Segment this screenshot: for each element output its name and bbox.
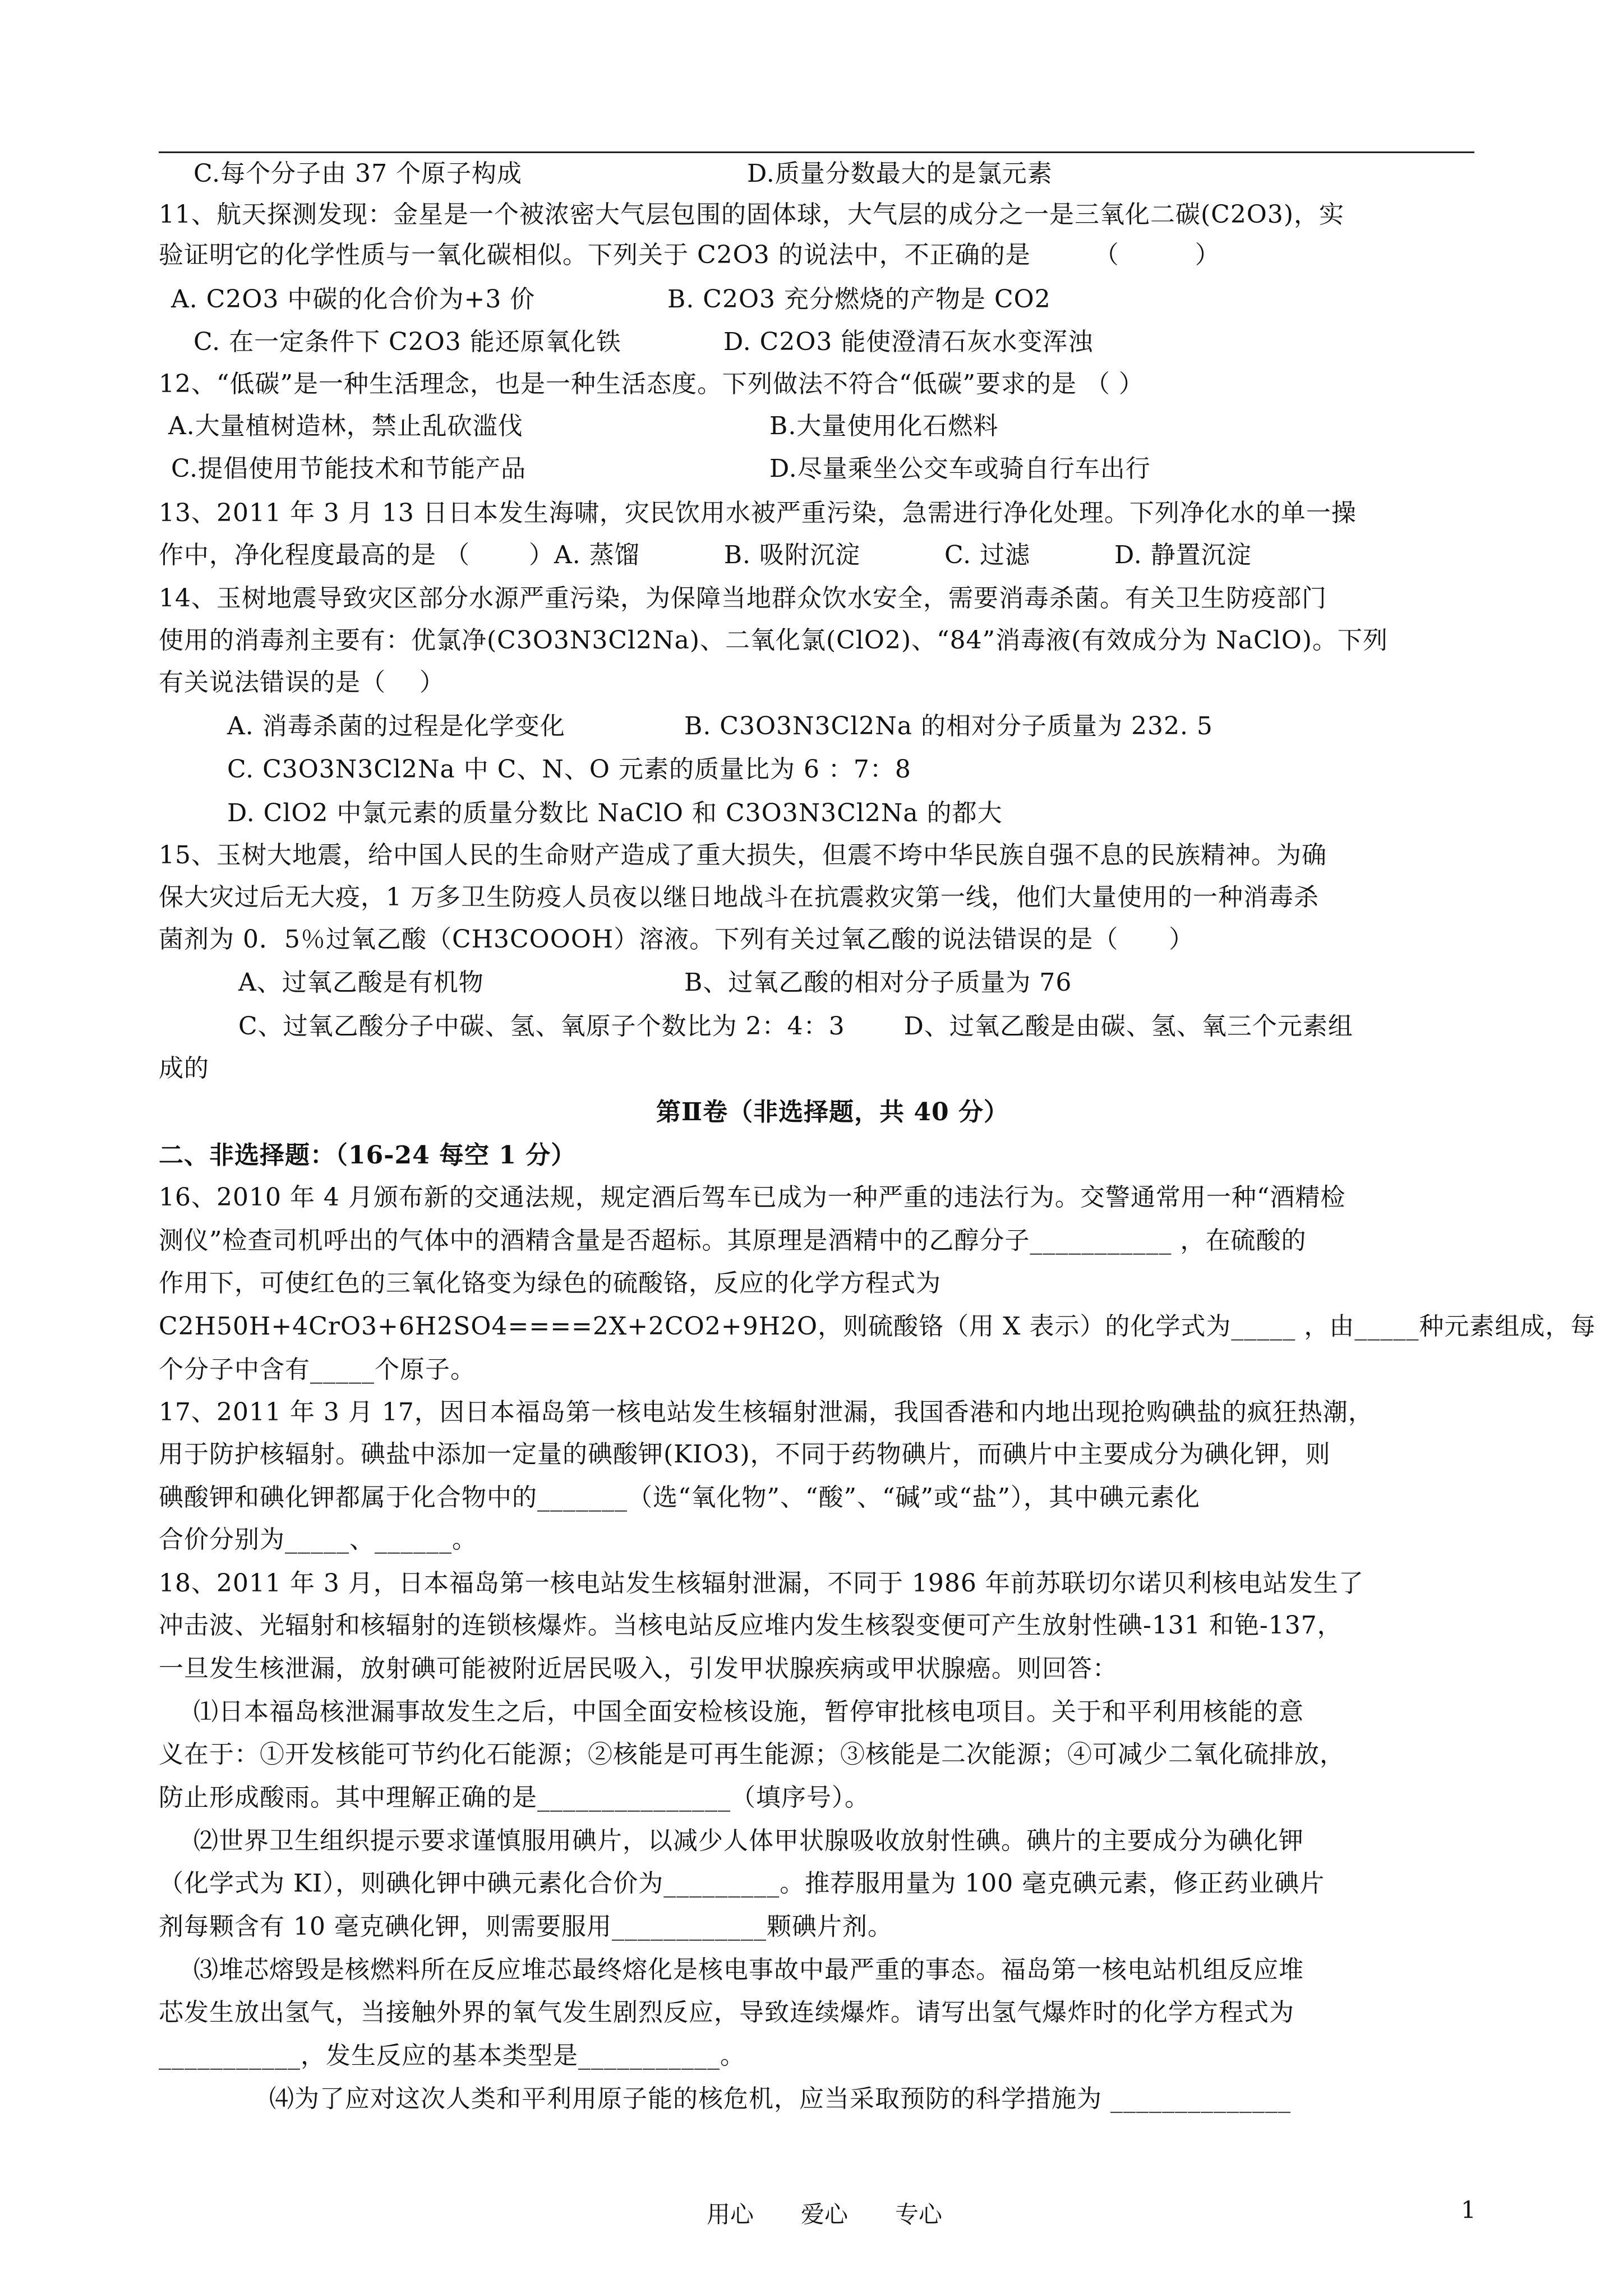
q11-option-b: B. C2O3 充分燃烧的产物是 CO2: [667, 285, 1051, 314]
q14-option-c: C. C3O3N3Cl2Na 中 C、N、O 元素的质量比为 6 ：7：8: [227, 755, 911, 784]
q12-option-b: B.大量使用化石燃料: [769, 412, 999, 440]
section-2-title: 第Ⅱ卷（非选择题，共 40 分）: [656, 1098, 1009, 1126]
footer-motto: 用心 爱心 专心: [707, 2201, 943, 2228]
q17-line-4: 合价分别为_____、______。: [159, 1525, 477, 1554]
q17-line-3: 碘酸钾和碘化钾都属于化合物中的_______（选“氧化物”、“酸”、“碱”或“盐”），其中碘元素化: [159, 1483, 1200, 1512]
q18-line-1: 18、2011 年 3 月，日本福岛第一核电站发生核辐射泄漏，不同于 1986 年前苏联切尔诺贝利核电站发生了: [159, 1569, 1364, 1598]
q18-part1-line-3: 防止形成酸雨。其中理解正确的是_______________（填序号）。: [159, 1783, 870, 1812]
q11-option-d: D. C2O3 能使澄清石灰水变浑浊: [723, 328, 1094, 356]
q16-line-4: C2H50H+4CrO3+6H2SO4====2X+2CO2+9H2O，则硫酸铬（用 X 表示）的化学式为_____ ，由_____种元素组成，每: [159, 1312, 1596, 1341]
q14-stem-line-3: 有关说法错误的是（ ）: [159, 668, 445, 697]
section-2-heading: 二、非选择题：（16-24 每空 1 分）: [159, 1141, 577, 1170]
q15-stem-line-2: 保大灾过后无大疫，1 万多卫生防疫人员夜以继日地战斗在抗震救灾第一线，他们大量使用的一种消毒杀: [159, 883, 1319, 912]
q18-part3-line-1: ⑶堆芯熔毁是核燃料所在反应堆芯最终熔化是核电事故中最严重的事态。福岛第一核电站机组反应堆: [193, 1955, 1304, 1984]
q16-line-2: 测仪”检查司机呼出的气体中的酒精含量是否超标。其原理是酒精中的乙醇分子___________ ，在硫酸的: [159, 1226, 1307, 1255]
q18-part1-line-2: 义在于：①开发核能可节约化石能源；②核能是可再生能源；③核能是二次能源；④可减少二氧化硫排放，: [159, 1740, 1345, 1769]
q11-stem-line-2: 验证明它的化学性质与一氧化碳相似。下列关于 C2O3 的说法中，不正确的是 （ ）: [159, 241, 1220, 269]
q15-option-d-tail: 成的: [159, 1054, 209, 1083]
q18-part3-line-2: 芯发生放出氢气，当接触外界的氧气发生剧烈反应，导致连续爆炸。请写出氢气爆炸时的化学方程式为: [159, 1998, 1294, 2027]
q12-option-c: C.提倡使用节能技术和节能产品: [171, 454, 527, 483]
q10-option-d: D.质量分数最大的是氯元素: [747, 159, 1053, 188]
q16-line-5: 个分子中含有_____个原子。: [159, 1355, 476, 1384]
q11-option-a: A. C2O3 中碳的化合价为+3 价: [171, 285, 536, 314]
q12-option-d: D.尽量乘坐公交车或骑自行车出行: [769, 454, 1151, 483]
q14-stem-line-1: 14、玉树地震导致灾区部分水源严重污染，为保障当地群众饮水安全，需要消毒杀菌。有关卫生防疫部门: [159, 584, 1327, 613]
q16-line-3: 作用下，可使红色的三氧化铬变为绿色的硫酸铬，反应的化学方程式为: [159, 1269, 941, 1297]
page-number: 1: [1461, 2196, 1476, 2224]
q18-part2-line-3: 剂每颗含有 10 毫克碘化钾，则需要服用____________颗碘片剂。: [159, 1912, 893, 1941]
q12-option-a: A.大量植树造林，禁止乱砍滥伐: [168, 412, 523, 440]
q14-option-b: B. C3O3N3Cl2Na 的相对分子质量为 232. 5: [684, 712, 1213, 740]
q18-part1-line-1: ⑴日本福岛核泄漏事故发生之后，中国全面安检核设施，暂停审批核电项目。关于和平利用核能的意: [193, 1697, 1304, 1726]
q16-line-1: 16、2010 年 4 月颁布新的交通法规，规定酒后驾车已成为一种严重的违法行为。交警通常用一种“酒精检: [159, 1183, 1346, 1212]
q15-stem-line-3: 菌剂为 0．5％过氧乙酸（CH3COOOH）溶液。下列有关过氧乙酸的说法错误的是（ ）: [159, 925, 1195, 954]
q11-option-c: C. 在一定条件下 C2O3 能还原氧化铁: [193, 328, 621, 356]
q18-line-3: 一旦发生核泄漏，放射碘可能被附近居民吸入，引发甲状腺疾病或甲状腺癌。则回答：: [159, 1654, 1118, 1683]
q10-option-c: C.每个分子由 37 个原子构成: [193, 159, 523, 188]
q11-stem-line-1: 11、航天探测发现：金星是一个被浓密大气层包围的固体球，大气层的成分之一是三氧化二碳(C2O3)，实: [159, 200, 1345, 229]
q13-stem-line-1: 13、2011 年 3 月 13 日日本发生海啸，灾民饮用水被严重污染，急需进行净化处理。下列净化水的单一操: [159, 499, 1357, 527]
q17-line-1: 17、2011 年 3 月 17，因日本福岛第一核电站发生核辐射泄漏，我国香港和内地出现抢购碘盐的疯狂热潮，: [159, 1398, 1373, 1427]
q15-stem-line-1: 15、玉树大地震，给中国人民的生命财产造成了重大损失，但震不垮中华民族自强不息的民族精神。为确: [159, 841, 1327, 869]
q18-part2-line-1: ⑵世界卫生组织提示要求谨慎服用碘片，以减少人体甲状腺吸收放射性碘。碘片的主要成分为碘化钾: [193, 1826, 1304, 1855]
q14-option-d: D. ClO2 中氯元素的质量分数比 NaClO 和 C3O3N3Cl2Na 的都大: [227, 799, 1003, 827]
q15-option-c-d: C、过氧乙酸分子中碳、氢、氧原子个数比为 2：4：3 D、过氧乙酸是由碳、氢、氧三个元素组: [238, 1012, 1353, 1041]
header-rule: [159, 151, 1474, 153]
q18-part4-line-1: ⑷为了应对这次人类和平利用原子能的核危机，应当采取预防的科学措施为 ______________: [269, 2085, 1291, 2113]
q12-stem: 12、“低碳”是一种生活理念，也是一种生活态度。下列做法不符合“低碳”要求的是 （ ）: [159, 370, 1144, 398]
q15-option-a: A、过氧乙酸是有机物: [238, 968, 484, 997]
q14-option-a: A. 消毒杀菌的过程是化学变化: [227, 712, 565, 740]
q14-stem-line-2: 使用的消毒剂主要有：优氯净(C3O3N3Cl2Na)、二氧化氯(ClO2)、“84”消毒液(有效成分为 NaClO)。下列: [159, 626, 1388, 655]
q18-line-2: 冲击波、光辐射和核辐射的连锁核爆炸。当核电站反应堆内发生核裂变便可产生放射性碘-131 和铯-137，: [159, 1611, 1343, 1640]
q18-part2-line-2: （化学式为 KI），则碘化钾中碘元素化合价为_________。推荐服用量为 100 毫克碘元素，修正药业碘片: [159, 1869, 1325, 1898]
q15-option-b: B、过氧乙酸的相对分子质量为 76: [684, 968, 1072, 997]
q18-part3-line-3: ___________，发生反应的基本类型是___________。: [159, 2041, 745, 2070]
q13-stem-line-2: 作中，净化程度最高的是 （ ）A. 蒸馏 B. 吸附沉淀 C. 过滤 D. 静置沉淀: [159, 541, 1252, 569]
q17-line-2: 用于防护核辐射。碘盐中添加一定量的碘酸钾(KIO3)，不同于药物碘片，而碘片中主要成分为碘化钾，则: [159, 1440, 1331, 1469]
